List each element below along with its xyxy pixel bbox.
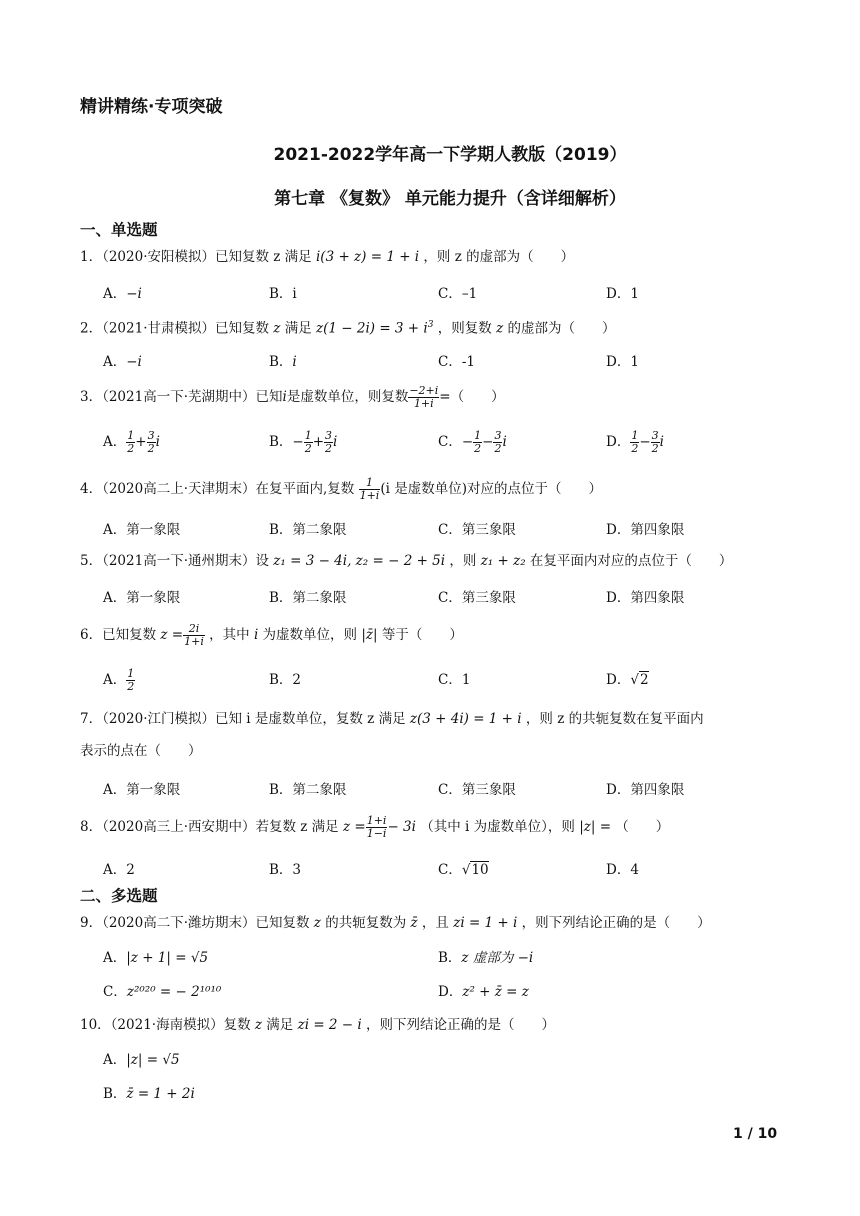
question-7-line-2: 表示的点在（ ） bbox=[80, 743, 202, 759]
options-10-b bbox=[103, 1082, 783, 1104]
options-9-row-2 bbox=[103, 980, 783, 1002]
title-line-1: 2021-2022学年高一下学期人教版（2019） bbox=[273, 145, 627, 165]
option-b[interactable]: B．z 虚部为 −i bbox=[438, 950, 534, 966]
option-b[interactable]: B．第二象限 bbox=[269, 590, 347, 606]
options-4 bbox=[103, 518, 783, 540]
option-a[interactable]: A．|z| = √5 bbox=[103, 1052, 180, 1068]
question-5: 5．（2021高一下·通州期末）设 z₁ = 3 − 4i, z₂ = − 2 + 5i ，则 z₁ + z₂ 在复平面内对应的点位于（ ） bbox=[80, 553, 733, 569]
option-a[interactable]: A． $\frac{1}{2}$ + $\frac{3}{2}$ i bbox=[103, 429, 160, 455]
option-b[interactable]: B．第二象限 bbox=[269, 522, 347, 538]
option-d[interactable]: D．第四象限 bbox=[606, 522, 685, 538]
question-1: 1．（2020·安阳模拟）已知复数 z 满足 i(3 + z) = 1 + i ，则 z 的虚部为（ ） bbox=[80, 249, 575, 265]
option-b[interactable]: B．i bbox=[269, 354, 297, 370]
option-a[interactable]: A．第一象限 bbox=[103, 522, 181, 538]
option-c[interactable]: C．第三象限 bbox=[438, 522, 516, 538]
option-c[interactable]: C．–1 bbox=[438, 286, 478, 302]
option-a[interactable]: A．第一象限 bbox=[103, 590, 181, 606]
options-1 bbox=[103, 282, 783, 304]
option-b[interactable]: B．i bbox=[269, 286, 297, 302]
option-c[interactable]: C．第三象限 bbox=[438, 782, 516, 798]
option-c[interactable]: C．1 bbox=[438, 672, 471, 688]
question-9: 9．（2020高二下·潍坊期末）已知复数 z 的共轭复数为 z̄ ，且 zi = 1 + i ，则下列结论正确的是（ ） bbox=[80, 915, 711, 931]
question-8: 8．（2020高三上·西安期中）若复数 z 满足 z = $\frac{1+i}{1-i}$ − 3i （其中 i 为虚数单位），则 |z| = （ ） bbox=[80, 814, 670, 840]
question-7: 7．（2020·江门模拟）已知 i 是虚数单位，复数 z 满足 z(3 + 4i) = 1 + i ，则 z 的共轭复数在复平面内 bbox=[80, 711, 704, 727]
fraction: $\frac{-2+i}{1+i}$ bbox=[409, 384, 439, 410]
options-3 bbox=[103, 429, 783, 455]
option-a[interactable]: A．2 bbox=[103, 862, 135, 878]
options-2 bbox=[103, 350, 783, 372]
option-c[interactable]: C．-1 bbox=[438, 354, 475, 370]
question-10: 10．（2021·海南模拟）复数 z 满足 zi = 2 − i ，则下列结论正确的是（ ） bbox=[80, 1017, 556, 1033]
question-4: 4．（2020高二上·天津期末）在复平面内,复数 $\frac{1}{1+i}$ (i 是虚数单位)对应的点位于（ ） bbox=[80, 476, 602, 502]
option-a[interactable]: A．−i bbox=[103, 354, 142, 370]
option-d[interactable]: D．第四象限 bbox=[606, 782, 685, 798]
option-c[interactable]: C．第三象限 bbox=[438, 590, 516, 606]
title-line-2: 第七章 《复数》 单元能力提升（含详细解析） bbox=[274, 189, 626, 209]
question-6: 6．已知复数 z = $\frac{2i}{1+i}$ ，其中 i 为虚数单位，则 |z̄| 等于（ ） bbox=[80, 622, 463, 648]
option-c[interactable]: C．− $\frac{1}{2}$ − $\frac{3}{2}$ i bbox=[438, 429, 507, 455]
options-8 bbox=[103, 858, 783, 880]
equation: i(3 + z) = 1 + i bbox=[315, 249, 420, 265]
option-b[interactable]: B．第二象限 bbox=[269, 782, 347, 798]
option-c[interactable]: C．z²⁰²⁰ = − 2¹⁰¹⁰ bbox=[103, 984, 222, 1000]
page-header: 精讲精练·专项突破 bbox=[80, 97, 223, 117]
option-b[interactable]: B．2 bbox=[269, 672, 302, 688]
option-b[interactable]: B．z̄ = 1 + 2i bbox=[103, 1086, 195, 1102]
section-multi-choice: 二、多选题 bbox=[80, 887, 158, 905]
option-d[interactable]: D．第四象限 bbox=[606, 590, 685, 606]
option-c[interactable]: C．√10 bbox=[438, 862, 489, 878]
option-d[interactable]: D．1 bbox=[606, 354, 639, 370]
option-a[interactable]: A． $\frac{1}{2}$ bbox=[103, 667, 135, 693]
options-9-row-1 bbox=[103, 946, 783, 968]
option-a[interactable]: A．−i bbox=[103, 286, 142, 302]
options-5 bbox=[103, 586, 783, 608]
option-b[interactable]: B．− $\frac{1}{2}$ + $\frac{3}{2}$ i bbox=[269, 429, 338, 455]
option-d[interactable]: D．√2 bbox=[606, 672, 649, 688]
option-a[interactable]: A．第一象限 bbox=[103, 782, 181, 798]
options-10-a bbox=[103, 1048, 783, 1070]
question-2: 2．（2021·甘肃模拟）已知复数 z 满足 $z(1 - 2i) = 3 + i^3$ ，则复数 z 的虚部为（ ） bbox=[80, 320, 616, 337]
options-7 bbox=[103, 778, 783, 800]
option-a[interactable]: A．|z + 1| = √5 bbox=[103, 950, 209, 966]
option-d[interactable]: D． $\frac{1}{2}$ − $\frac{3}{2}$ i bbox=[606, 429, 664, 455]
page-number: 1 / 10 bbox=[733, 1126, 778, 1142]
option-d[interactable]: D．4 bbox=[606, 862, 639, 878]
section-single-choice: 一、单选题 bbox=[80, 221, 158, 239]
option-b[interactable]: B．3 bbox=[269, 862, 302, 878]
question-3: 3．（2021高一下·芜湖期中）已知i是虚数单位，则复数 $\frac{-2+i}{1+i}$ =（ ） bbox=[80, 384, 505, 410]
options-6 bbox=[103, 667, 783, 693]
option-d[interactable]: D．1 bbox=[606, 286, 639, 302]
option-d[interactable]: D．z² + z̄ = z bbox=[438, 984, 529, 1000]
